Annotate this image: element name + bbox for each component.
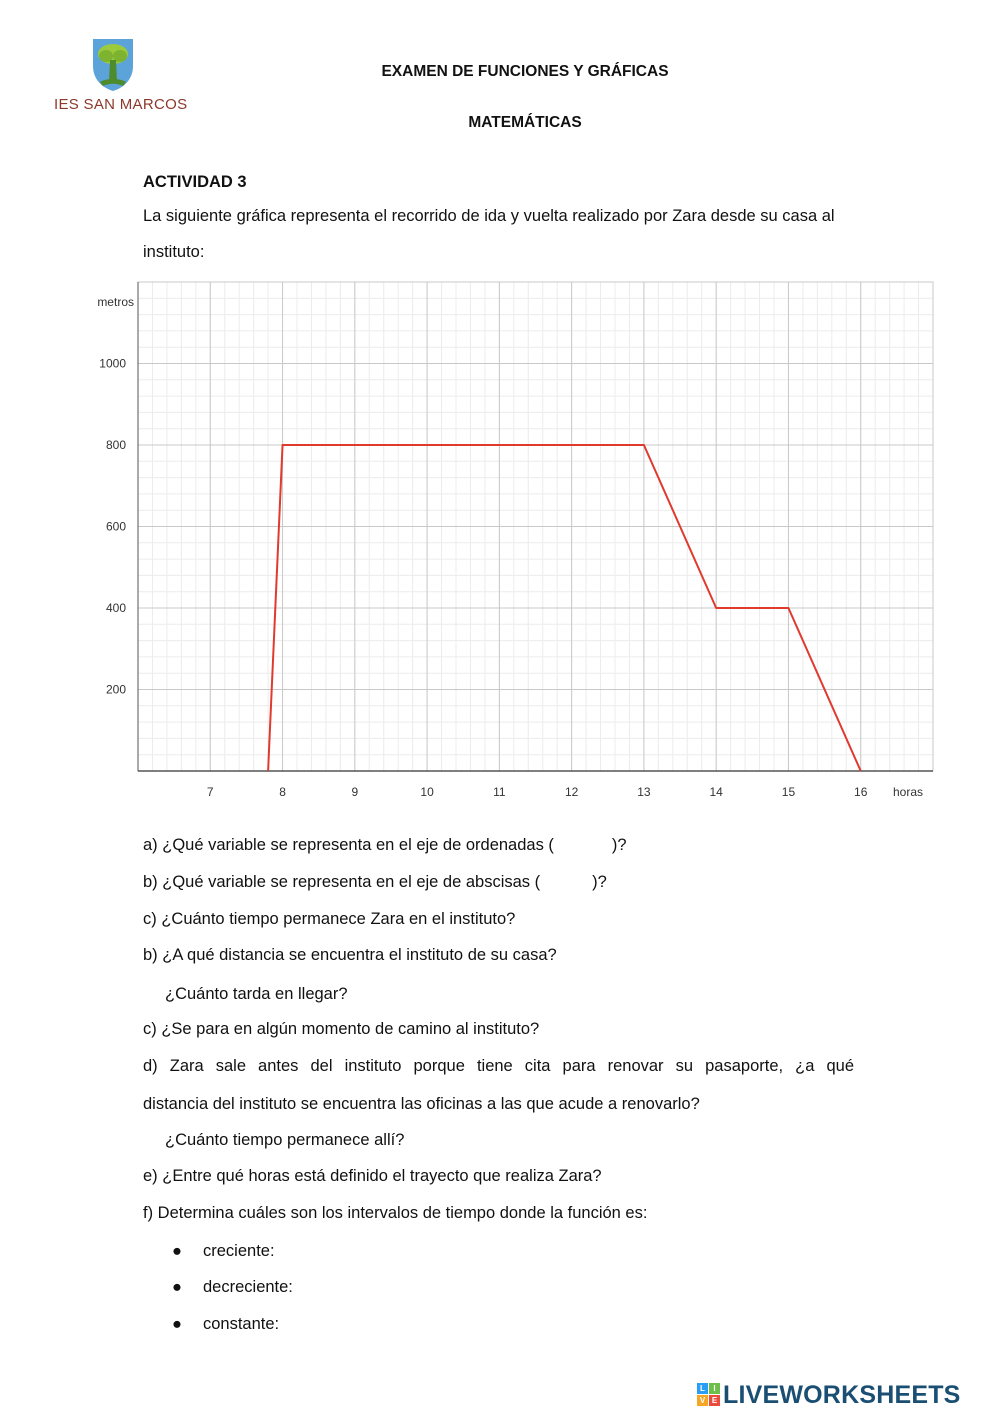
x-tick-label: 14 (709, 785, 723, 799)
question-f: f) Determina cuáles son los intervalos de tiempo donde la función es: (143, 1204, 648, 1222)
y-tick-label: 600 (105, 519, 126, 534)
y-tick-label: 1000 (99, 356, 126, 371)
question-c1: c) ¿Cuánto tiempo permanece Zara en el instituto? (143, 910, 516, 928)
x-tick-label: 13 (637, 785, 651, 799)
question-a-text: a) ¿Qué variable se representa en el eje de ordenadas ( (143, 836, 554, 854)
question-b2-follow: ¿Cuánto tarda en llegar? (165, 985, 348, 1003)
distance-time-chart (80, 270, 950, 810)
bullet-dot: ● (172, 1242, 182, 1260)
bullet-dot: ● (172, 1278, 182, 1296)
question-d-follow: ¿Cuánto tiempo permanece allí? (165, 1131, 405, 1149)
question-d-continued: distancia del instituto se encuentra las oficinas a las que acude a renovarlo? (143, 1095, 700, 1113)
question-a-end: )? (611, 836, 627, 854)
x-tick-label: 10 (420, 785, 434, 799)
activity-title: ACTIVIDAD 3 (143, 173, 247, 191)
question-e: e) ¿Entre qué horas está definido el trayecto que realiza Zara? (143, 1167, 602, 1185)
question-b1-end: )? (592, 873, 607, 891)
question-c2: c) ¿Se para en algún momento de camino al instituto? (143, 1020, 540, 1038)
x-tick-label: 12 (564, 785, 579, 799)
exam-title: EXAMEN DE FUNCIONES Y GRÁFICAS (381, 63, 669, 80)
bullet-constante: constante: (203, 1315, 280, 1333)
question-b1-text: b) ¿Qué variable se representa en el eje de abscisas ( (143, 873, 541, 891)
question-d: d) Zara sale antes del instituto porque tiene cita para renovar su pasaporte, ¿a qué (143, 1057, 854, 1075)
school-name: IES SAN MARCOS (54, 96, 188, 113)
y-tick-label: 200 (105, 682, 126, 697)
liveworksheets-icon: L I V E (697, 1383, 721, 1407)
x-tick-label: 9 (351, 785, 359, 799)
activity-intro: La siguiente gráfica representa el recorrido de ida y vuelta realizado por Zara desde su casa al instituto: (143, 207, 835, 261)
question-b1 (143, 873, 607, 892)
bullet-dot: ● (172, 1315, 182, 1333)
x-axis-label: horas (892, 785, 923, 799)
x-tick-label: 7 (206, 785, 214, 799)
x-tick-label: 8 (279, 785, 286, 799)
y-axis-label: metros (97, 295, 134, 309)
y-tick-label: 800 (105, 438, 126, 452)
y-tick-label: 400 (105, 601, 126, 615)
question-b2: b) ¿A qué distancia se encuentra el instituto de su casa? (143, 946, 557, 964)
bullet-decreciente: decreciente: (203, 1278, 293, 1296)
x-tick-label: 15 (781, 785, 796, 799)
school-logo (52, 30, 188, 120)
subject-title: MATEMÁTICAS (468, 114, 582, 131)
bullet-creciente: creciente: (203, 1242, 275, 1260)
x-tick-label: 11 (493, 785, 506, 799)
question-a (143, 836, 627, 855)
tree-shield-icon (90, 36, 136, 92)
x-tick-label: 16 (854, 785, 868, 799)
liveworksheets-logo-text: LIVEWORKSHEETS (723, 1381, 961, 1409)
